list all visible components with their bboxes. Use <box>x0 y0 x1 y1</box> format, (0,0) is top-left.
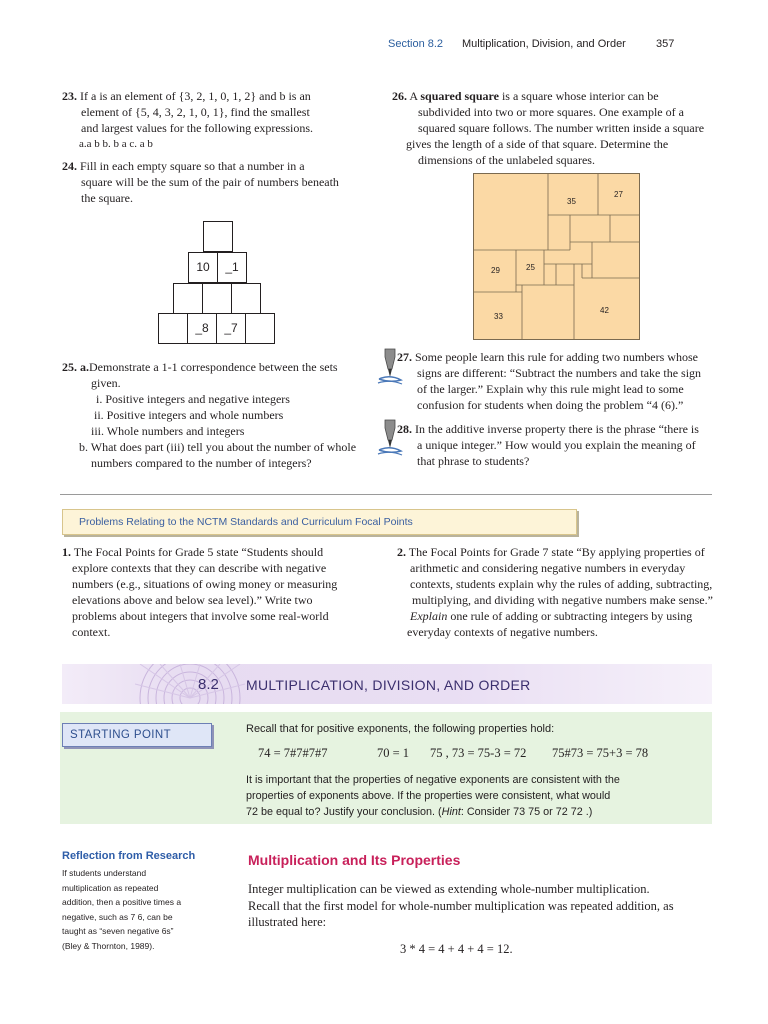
starting-point-intro: Recall that for positive exponents, the following properties hold: <box>246 723 555 735</box>
section-title: MULTIPLICATION, DIVISION, AND ORDER <box>246 677 531 693</box>
problem-text: arithmetic and considering negative numbers in everyday <box>410 561 686 575</box>
nctm-banner-title: Problems Relating to the NCTM Standards and Curriculum Focal Points <box>79 516 413 528</box>
pyramid-cell: _8 <box>187 313 217 344</box>
problem-27 <box>397 349 717 413</box>
exponent-equation: 70 = 1 <box>377 746 410 760</box>
pyramid-cell <box>202 283 232 314</box>
square-label: 42 <box>600 306 609 315</box>
square-label: 25 <box>526 263 535 272</box>
section-divider <box>60 494 712 495</box>
pyramid-cell: _7 <box>216 313 246 344</box>
problem-text: dimensions of the unlabeled squares. <box>418 153 595 167</box>
paragraph-line: 72 be equal to? Justify your conclusion. ( <box>246 806 442 818</box>
problem-number: 2. <box>397 545 406 559</box>
subsection-title: Multiplication and Its Properties <box>248 852 461 868</box>
problem-24 <box>62 158 362 206</box>
paragraph-line: Recall that the first model for whole-number multiplication was repeated addition, as <box>248 898 674 913</box>
problem-text: confusion for students when doing the problem “4 (6).” <box>417 398 684 412</box>
reflection-line: negative, such as 7 6, can be <box>62 911 173 922</box>
problem-text: Some people learn this rule for adding two numbers whose <box>415 350 698 364</box>
problem-25 <box>62 359 372 471</box>
starting-point-label-text: STARTING POINT <box>70 729 172 741</box>
problem-text: gives the length of a side of that square. Determine the <box>406 137 669 151</box>
problem-text: b. What does part (iii) tell you about the number of whole <box>79 440 357 454</box>
problem-text: of the larger.” Explain why this rule might lead to some <box>417 382 684 396</box>
problem-text: that phrase to students? <box>417 454 530 468</box>
problem-23 <box>62 88 362 152</box>
section-label: Section 8.2 <box>388 38 444 50</box>
problem-text: everyday contexts of negative numbers. <box>407 625 598 639</box>
problem-number: 24. <box>62 159 77 173</box>
paragraph-line: illustrated here: <box>248 915 327 929</box>
problem-parts: a.a b b. b a c. a b <box>79 138 153 150</box>
square-label: 33 <box>494 312 503 321</box>
exponent-equation: 74 = 7#7#7#7 <box>258 746 328 760</box>
spiral-decoration <box>135 664 245 704</box>
nctm-problem-1 <box>62 544 372 640</box>
square-label: 27 <box>614 190 623 199</box>
sub-item: i. Positive integers and negative integers <box>96 392 290 406</box>
sub-item: ii. Positive integers and whole numbers <box>94 408 284 422</box>
pyramid-cell <box>158 313 188 344</box>
problem-text: numbers (e.g., situations of owing money or measuring <box>72 577 338 591</box>
square-label: 35 <box>567 197 576 206</box>
problem-text: explore contexts that they can describe with negative <box>72 561 327 575</box>
starting-point-paragraph <box>246 772 676 820</box>
problem-text: is a square whose interior can be <box>498 89 659 103</box>
problem-28 <box>397 421 717 469</box>
exponent-equation: 75#73 = 75+3 = 78 <box>552 746 649 760</box>
problem-text: context. <box>72 625 111 639</box>
problem-text: multiplying, and dividing with negative numbers make sense.” <box>412 593 713 607</box>
problem-text: subdivided into two or more squares. One example of a <box>418 105 684 119</box>
display-equation: 3 * 4 = 4 + 4 + 4 = 12. <box>400 942 513 956</box>
reflection-line: multiplication as repeated <box>62 882 159 893</box>
reflection-line: (Bley & Thornton, 1989). <box>62 940 155 951</box>
problem-text: squared square follows. The number written inside a square <box>418 121 705 135</box>
problem-text: contexts, students explain why the rules of adding, subtracting, <box>410 577 713 591</box>
problem-text: element of {5, 4, 3, 2, 1, 0, 1}, find the smallest <box>81 105 310 119</box>
problem-text: If a is an element of {3, 2, 1, 0, 1, 2} and b is an <box>80 89 311 103</box>
body-paragraph <box>248 881 718 931</box>
problem-text: numbers compared to the number of integers? <box>91 456 312 470</box>
paragraph-line: Integer multiplication can be viewed as extending whole-number multiplication. <box>248 882 650 896</box>
paragraph-line: : Consider 73 75 or 72 72 .) <box>460 806 593 818</box>
pyramid-cell <box>173 283 203 314</box>
problem-text: Fill in each empty square so that a number in a <box>80 159 305 173</box>
reflection-title: Reflection from Research <box>62 850 196 862</box>
problem-text: signs are different: “Subtract the numbers and take the sign <box>417 366 702 380</box>
pyramid-cell <box>203 221 233 252</box>
problem-text: a unique integer.” How would you explain the meaning of <box>417 438 696 452</box>
problem-text: A <box>409 89 421 103</box>
problem-number: 28. <box>397 422 412 436</box>
problem-text: Demonstrate a 1-1 correspondence between the sets <box>89 360 338 374</box>
term-bold: squared square <box>420 89 499 103</box>
reflection-line: addition, then a positive times a <box>62 897 182 907</box>
running-title: Multiplication, Division, and Order <box>462 38 626 50</box>
emphasis-text: Explain <box>410 609 448 623</box>
problem-text: The Focal Points for Grade 5 state “Students should <box>73 545 324 559</box>
pyramid-cell: _1 <box>217 252 247 283</box>
problem-text: In the additive inverse property there is the phrase “there is <box>415 422 699 436</box>
problem-text: problems about integers that involve some real-world <box>72 609 329 623</box>
reflection-line: taught as “seven negative 6s” <box>62 926 174 936</box>
problem-text: and largest values for the following expressions. <box>81 121 314 135</box>
pyramid-cell: 10 <box>188 252 218 283</box>
problem-number: 27. <box>397 350 412 364</box>
problem-text: the square. <box>81 191 133 205</box>
nctm-banner <box>62 509 577 535</box>
problem-text: one rule of adding or subtracting integers by using <box>447 609 693 623</box>
problem-number: 23. <box>62 89 77 103</box>
sub-item: iii. Whole numbers and integers <box>91 424 245 438</box>
problem-number: 25. a. <box>62 360 89 374</box>
paragraph-line: It is important that the properties of negative exponents are consistent with the <box>246 774 620 786</box>
problem-number: 26. <box>392 89 407 103</box>
reflection-body <box>62 866 237 953</box>
hint-label: Hint <box>441 806 461 818</box>
exponent-equation: 75 , 73 = 75-3 = 72 <box>430 746 527 760</box>
starting-point-label <box>62 723 212 747</box>
nctm-problem-2 <box>397 544 727 640</box>
reflection-line: If students understand <box>62 868 147 878</box>
square-label: 29 <box>491 266 500 275</box>
squared-square-figure <box>473 173 640 340</box>
problem-text: square will be the sum of the pair of numbers beneath <box>81 175 339 189</box>
problem-text: given. <box>91 376 121 390</box>
page-number: 357 <box>656 38 675 50</box>
problem-26 <box>392 88 722 168</box>
section-number: 8.2 <box>198 676 219 693</box>
problem-number: 1. <box>62 545 71 559</box>
problem-text: elevations above and below sea level).” Write two <box>72 593 313 607</box>
problem-text: The Focal Points for Grade 7 state “By applying properties of <box>408 545 705 559</box>
pyramid-cell <box>245 313 275 344</box>
pyramid-cell <box>231 283 261 314</box>
paragraph-line: properties of exponents above. If the properties were consistent, what would <box>246 790 611 802</box>
